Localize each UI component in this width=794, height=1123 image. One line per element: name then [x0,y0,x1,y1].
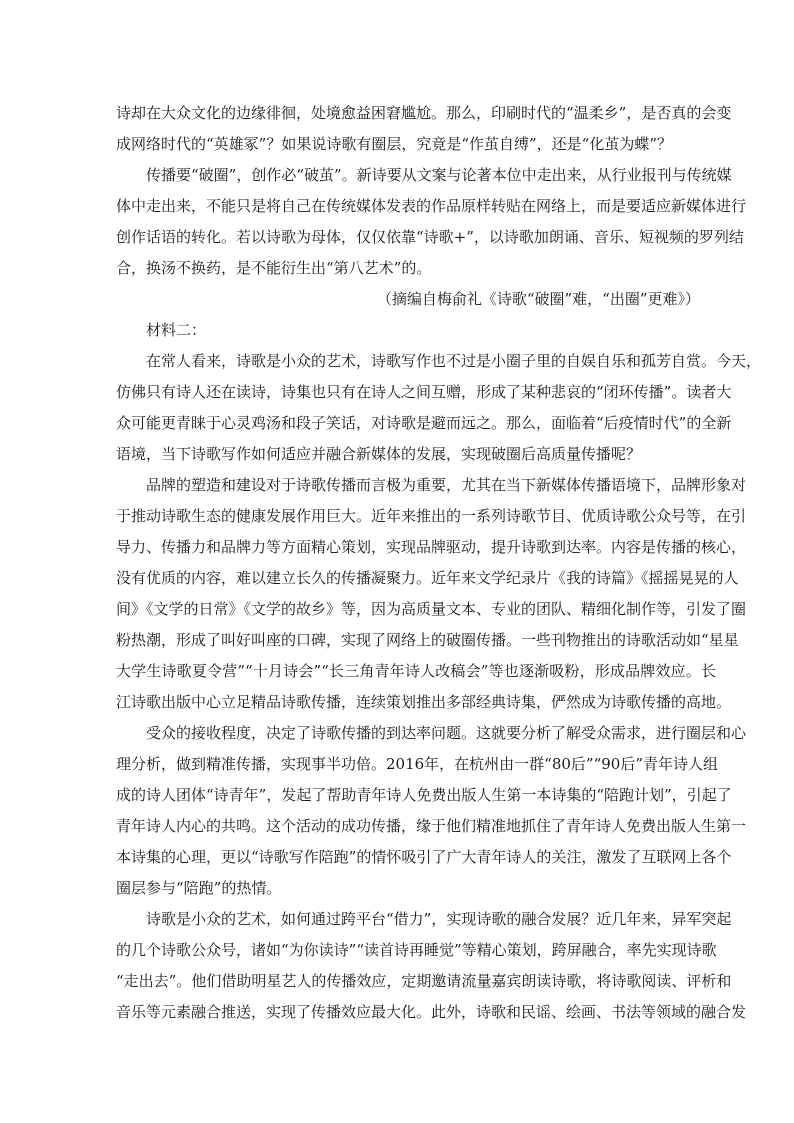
text-line: 圈层参与“陪跑”的热情。 [116,879,282,897]
text-line: 众可能更青睐于心灵鸡汤和段子笑话，对诗歌是避而远之。那么，面临着“后疫情时代”的全新 [116,414,732,432]
text-line: 江诗歌出版中心立足精品诗歌传播，连续策划推出多部经典诗集，俨然成为诗歌传播的高地。 [116,693,732,711]
paragraph-p5 [116,718,747,904]
source-citation [116,284,716,315]
article-body [116,98,762,1028]
text-line: 理分析，做到精准传播，实现事半功倍。2016年，在杭州由一群“80后”“90后”青年诗人组 [116,755,719,773]
text-line: 品牌的塑造和建设对于诗歌传播而言极为重要，尤其在当下新媒体传播语境下，品牌形象对 [146,476,747,494]
text-line: 体中走出来，不能只是将自己在传统媒体发表的作品原样转贴在网络上，而是要适应新媒体进行 [116,197,747,215]
text-line: 音乐等元素融合推送，实现了传播效应最大化。此外，诗歌和民谣、绘画、书法等领域的融合发 [116,1003,747,1021]
text-line: 成的诗人团体“诗青年”，发起了帮助青年诗人免费出版人生第一本诗集的“陪跑计划”，引起了 [116,786,732,804]
text-line: 青年诗人内心的共鸣。这个活动的成功传播，缘于他们精准地抓住了青年诗人免费出版人生第一 [116,817,747,835]
paragraph-p4 [116,470,747,718]
paragraph-p1 [116,98,732,160]
text-line: 的几个诗歌公众号，诸如“为你读诗”“读首诗再睡觉”等精心策划，跨屏融合，率先实现诗歌 [116,941,717,959]
text-line: 大学生诗歌夏令营”“十月诗会”“长三角青年诗人改稿会”等也逐渐吸粉，形成品牌效应。长 [116,662,716,680]
text-line: 导力、传播力和品牌力等方面精心策划，实现品牌驱动，提升诗歌到达率。内容是传播的核心， [116,538,747,556]
text-line: 粉热潮，形成了叫好叫座的口碑，实现了网络上的破圈传播。一些刊物推出的诗歌活动如“星星 [116,631,739,649]
section-heading [116,315,716,346]
text-line: 受众的接收程度，决定了诗歌传播的到达率问题。这就要分析了解受众需求，进行圈层和心 [146,724,747,742]
text-line: 传播要“破圈”，创作必“破茧”。新诗要从文案与论著本位中走出来，从行业报刊与传统媒 [146,166,732,184]
text-line: “走出去”。他们借助明星艺人的传播效应，定期邀请流量嘉宾朗读诗歌，将诗歌阅读、评析和 [116,972,732,990]
text-line: 仿佛只有诗人还在读诗，诗集也只有在诗人之间互赠，形成了某种悲哀的“闭环传播”。读者大 [116,383,732,401]
text-line: 成网络时代的“英雄冢”？如果说诗歌有圈层，究竟是“作茧自缚”，还是“化茧为蝶”？ [116,135,673,153]
text-line: 在常人看来，诗歌是小众的艺术，诗歌写作也不过是小圈子里的自娱自乐和孤芳自赏。今天， [146,352,762,370]
text-line: 诗却在大众文化的边缘徘徊，处境愈益困窘尴尬。那么，印刷时代的“温柔乡”，是否真的会变 [116,104,732,122]
text-line: 没有优质的内容，难以建立长久的传播凝聚力。近年来文学纪录片《我的诗篇》《摇摇晃晃的人 [116,569,739,587]
paragraph-p6 [116,904,747,1028]
text-line: 于推动诗歌生态的健康发展作用巨大。近年来推出的一系列诗歌节目、优质诗歌公众号等，在引 [116,507,747,525]
text-line: 间》《文学的日常》《文学的故乡》等，因为高质量文本、专业的团队、精细化制作等，引发了圈 [116,600,747,618]
citation-line: （摘编自梅俞礼《诗歌“破圈”难，“出圈”更难》） [376,290,700,308]
text-line: 合，换汤不换药，是不能衍生出“第八艺术”的。 [116,259,432,277]
paragraph-p2 [116,160,747,284]
heading-line: 材料二： [146,321,207,339]
text-line: 语境，当下诗歌写作如何适应并融合新媒体的发展，实现破圈后高质量传播呢？ [116,445,642,463]
text-line: 诗歌是小众的艺术，如何通过跨平台“借力”，实现诗歌的融合发展？近几年来，异军突起 [146,910,732,928]
text-line: 本诗集的心理，更以“诗歌写作陪跑”的情怀吸引了广大青年诗人的关注，激发了互联网上各个 [116,848,732,866]
paragraph-p3 [116,346,762,470]
text-line: 创作话语的转化。若以诗歌为母体，仅仅依靠“诗歌+”，以诗歌加朗诵、音乐、短视频的罗列结 [116,228,744,246]
